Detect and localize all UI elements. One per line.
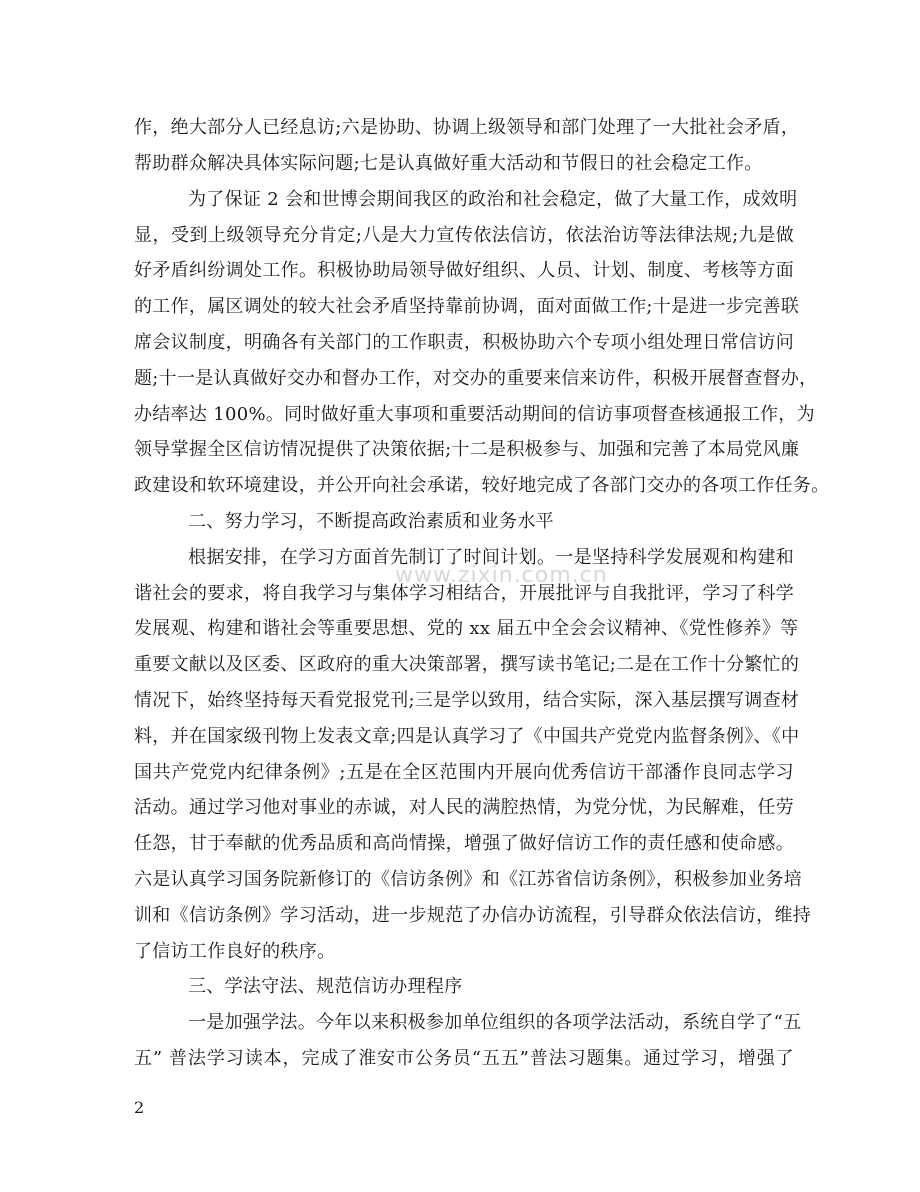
text-line: 为了保证 2 会和世博会期间我区的政治和社会稳定，做了大量工作，成效明 xyxy=(188,189,798,210)
text-line: 一是加强学法。今年以来积极参加单位组织的各项学法活动，系统自学了“五 xyxy=(188,1012,802,1033)
page-number: 2 xyxy=(134,1098,145,1117)
text-line: 好矛盾纠纷调处工作。积极协助局领导做好组织、人员、计划、制度、考核等方面 xyxy=(134,260,794,281)
text-line: 的工作，属区调处的较大社会矛盾坚持靠前协调，面对面做工作;十是进一步完善联 xyxy=(134,296,800,317)
text-line: 题;十一是认真做好交办和督办工作，对交办的重要来信来访件，积极开展督查督办， xyxy=(134,368,818,389)
text-line: 训和《信访条例》学习活动，进一步规范了办信办访流程，引导群众依法信访，维持 xyxy=(134,905,812,926)
text-line: 办结率达 100%。同时做好重大事项和重要活动期间的信访事项督查核通报工作，为 xyxy=(134,404,815,425)
text-line: 帮助群众解决具体实际问题;七是认真做好重大活动和节假日的社会稳定工作。 xyxy=(134,153,763,174)
text-line: 作，绝大部分人已经息访;六是协助、协调上级领导和部门处理了一大批社会矛盾， xyxy=(134,117,800,138)
text-line: 领导掌握全区信访情况提供了决策依据;十二是积极参与、加强和完善了本局党风廉 xyxy=(134,439,800,460)
text-line: 了信访工作良好的秩序。 xyxy=(134,941,336,962)
text-line: 情况下，始终坚持每天看党报党刊;三是学以致用，结合实际，深入基层撰写调查材 xyxy=(134,690,800,711)
text-line: 活动。通过学习他对事业的赤诚，对人民的满腔热情，为党分忧，为民解难，任劳 xyxy=(134,797,794,818)
text-line: 六是认真学习国务院新修订的《信访条例》和《江苏省信访条例》，积极参加业务培 xyxy=(134,869,803,890)
text-line: 显，受到上级领导充分肯定;八是大力宣传依法信访，依法治访等法律法规;九是做 xyxy=(134,225,794,246)
text-line: 根据安排，在学习方面首先制订了时间计划。一是坚持科学发展观和构建和 xyxy=(188,547,794,568)
text-line: 重要文献以及区委、区政府的重大决策部署，撰写读书笔记;二是在工作十分繁忙的 xyxy=(134,654,800,675)
text-line: 政建设和软环境建设，并公开向社会承诺，较好地完成了各部门交办的各项工作任务。 xyxy=(134,475,830,496)
text-line: 谐社会的要求，将自我学习与集体学习相结合，开展批评与自我批评，学习了科学 xyxy=(134,583,794,604)
text-line: 五” 普法学习读本，完成了淮安市公务员“五五”普法习题集。通过学习，增强了 xyxy=(134,1048,794,1069)
text-line: 国共产党党内纪律条例》;五是在全区范围内开展向优秀信访干部潘作良同志学习 xyxy=(134,762,794,783)
text-line: 料，并在国家级刊物上发表文章;四是认真学习了《中国共产党党内监督条例》、《中 xyxy=(134,726,800,747)
text-line: 任怨，甘于奉献的优秀品质和高尚情操，增强了做好信访工作的责任感和使命感。 xyxy=(134,833,794,854)
text-line: 发展观、构建和谐社会等重要思想、党的 xx 届五中全会会议精神、《党性修养》等 xyxy=(134,618,799,639)
watermark: www.zixin.com.cn xyxy=(395,563,608,588)
section-heading: 三、学法守法、规范信访办理程序 xyxy=(188,976,463,997)
text-line: 席会议制度，明确各有关部门的工作职责，积极协助六个专项小组处理日常信访问 xyxy=(134,332,794,353)
section-heading: 二、努力学习，不断提高政治素质和业务水平 xyxy=(188,511,554,532)
